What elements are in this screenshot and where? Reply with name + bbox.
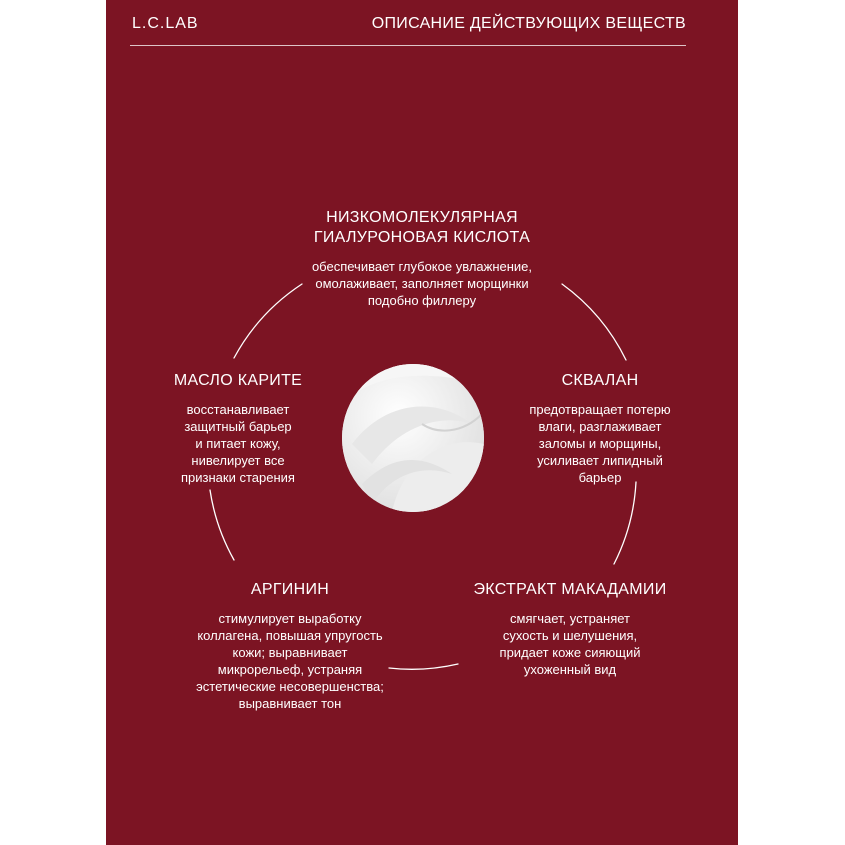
ingredient-name: НИЗКОМОЛЕКУЛЯРНАЯ ГИАЛУРОНОВАЯ КИСЛОТА [313, 209, 531, 246]
ingredient-description: обеспечивает глубокое увлажнение, омолаживает, заполняет морщинки подобно филлеру [311, 259, 533, 308]
ingredient-name: АРГИНИН [250, 581, 330, 598]
ingredient-name: ЭКСТРАКТ МАКАДАМИИ [473, 581, 667, 598]
ingredient-macadamia [460, 580, 680, 678]
ingredient-description: восстанавливает защитный барьер и питает кожу, нивелирует все признаки старения [181, 402, 295, 485]
ingredient-description: предотвращает потерю влаги, разглаживает заломы и морщины, усиливает липидный барьер [529, 402, 671, 485]
ingredient-name: МАСЛО КАРИТЕ [173, 372, 303, 389]
arc-right [614, 482, 636, 564]
brand-logo: L.C.LAB [132, 15, 199, 32]
ingredient-description: стимулирует выработку коллагена, повышая упругость кожи; выравнивает микрорельеф, устраняя эстетические несовершенства; выравнивает тон [196, 611, 384, 711]
cream-texture-image [342, 364, 484, 512]
ingredient-squalane [510, 371, 690, 486]
arc-left [210, 490, 234, 560]
ingredient-name: СКВАЛАН [561, 372, 639, 389]
ingredient-hyaluronic [272, 208, 572, 309]
ingredient-description: смягчает, устраняет сухость и шелушения, придает коже сияющий ухоженный вид [499, 611, 641, 677]
ingredient-arginine [170, 580, 410, 712]
ingredient-shea [148, 371, 328, 486]
page-title: ОПИСАНИЕ ДЕЙСТВУЮЩИХ ВЕЩЕСТВ [371, 15, 686, 32]
infographic-panel [106, 0, 738, 845]
